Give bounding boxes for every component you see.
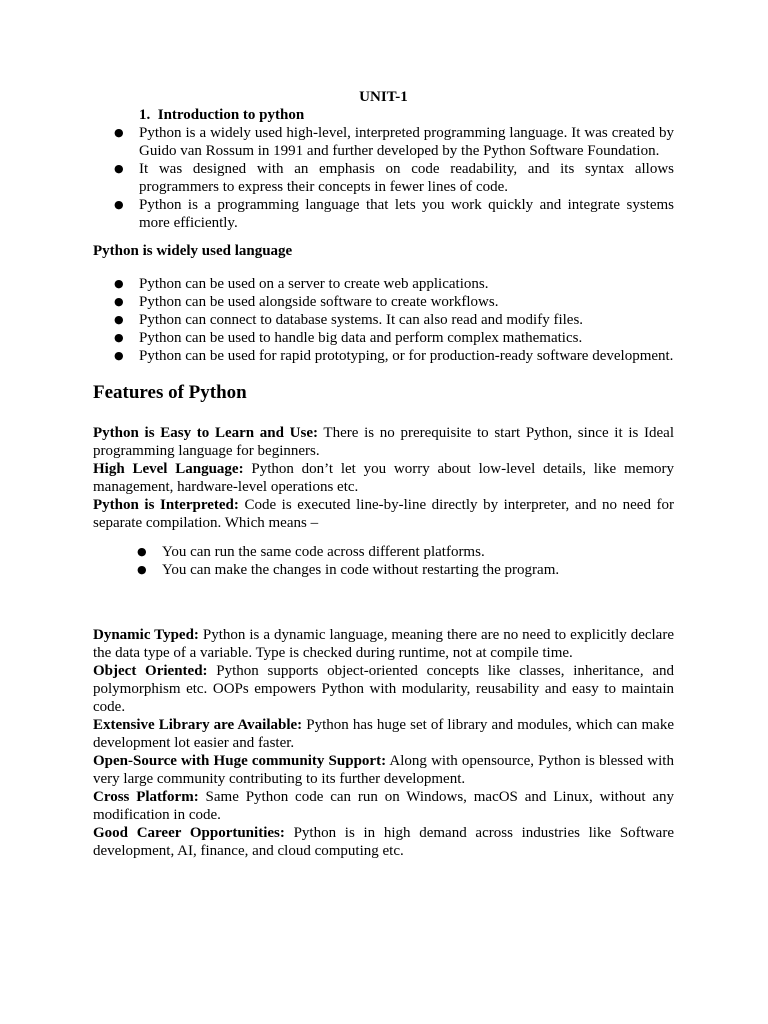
feature-text: There is no prerequisite to start Python, since it is Ideal programming language for beginners. (93, 425, 674, 459)
list-item: ● Python can be used alongside software to create workflows. (139, 293, 674, 311)
unit-title: UNIT-1 (359, 89, 408, 105)
intro-bullet-list (93, 124, 674, 232)
section-1-number: 1. (139, 107, 151, 123)
feature-paragraph (93, 626, 674, 662)
interpreted-bullet-list (93, 543, 674, 579)
feature-term: Object Oriented: (93, 663, 208, 679)
feature-paragraph (93, 824, 674, 860)
page-content (93, 88, 674, 860)
spacer (93, 579, 674, 626)
feature-text: Code is executed line-by-line directly by interpreter, and no need for separate compilation. Which means – (93, 497, 675, 531)
feature-text: Python is in high demand across industries like Software development, AI, finance, and cloud computing etc. (93, 825, 674, 859)
feature-term: Dynamic Typed: (93, 627, 199, 643)
feature-text: Python is a dynamic language, meaning there are no need to explicitly declare the data type of a variable. Type is checked during runtime, not at compile time. (93, 627, 674, 661)
list-item: ● You can run the same code across different platforms. (162, 543, 674, 561)
list-item: ● Python is a widely used high-level, interpreted programming language. It was created by Guido van Rossum in 1991 and further developed by the Python Software Foundation. (139, 124, 674, 160)
feature-text: Same Python code can run on Windows, macOS and Linux, without any modification in code. (93, 789, 674, 823)
list-item: ● Python can be used to handle big data and perform complex mathematics. (139, 329, 674, 347)
feature-term: High Level Language: (93, 461, 244, 477)
list-item: ● Python can be used on a server to create web applications. (139, 275, 674, 293)
feature-term: Python is Easy to Learn and Use: (93, 425, 318, 441)
feature-paragraph (93, 496, 674, 532)
feature-paragraph (93, 460, 674, 496)
feature-text: Python supports object-oriented concepts like classes, inheritance, and polymorphism etc. OOPs empowers Python with modularity, reusability and easy to maintain code. (93, 663, 674, 715)
feature-paragraph (93, 752, 674, 788)
feature-paragraph (93, 716, 674, 752)
list-item: ● Python is a programming language that lets you work quickly and integrate systems more efficiently. (139, 196, 674, 232)
feature-text: Python has huge set of library and modules, which can make development lot easier and faster. (93, 717, 674, 751)
feature-term: Cross Platform: (93, 789, 199, 805)
feature-paragraph (93, 788, 674, 824)
widely-used-bullet-list (93, 275, 674, 365)
list-item: ● It was designed with an emphasis on code readability, and its syntax allows programmers to express their concepts in fewer lines of code. (139, 160, 674, 196)
feature-term: Good Career Opportunities: (93, 825, 285, 841)
list-item: ● Python can connect to database systems. It can also read and modify files. (139, 311, 674, 329)
section-1-title: Introduction to python (157, 107, 305, 123)
features-heading: Features of Python (93, 382, 247, 403)
section-1-heading (93, 106, 674, 124)
feature-term: Open-Source with Huge community Support: (93, 753, 387, 769)
feature-paragraph (93, 662, 674, 716)
widely-used-heading: Python is widely used language (93, 243, 293, 259)
feature-term: Python is Interpreted: (93, 497, 239, 513)
feature-text: Along with opensource, Python is blessed with very large community contributing to its further development. (93, 753, 674, 787)
feature-paragraph (93, 424, 674, 460)
feature-text: Python don’t let you worry about low-level details, like memory management, hardware-level operations etc. (93, 461, 674, 495)
feature-term: Extensive Library are Available: (93, 717, 303, 733)
list-item: ● Python can be used for rapid prototyping, or for production-ready software development. (139, 347, 674, 365)
list-item: ● You can make the changes in code without restarting the program. (162, 561, 674, 579)
